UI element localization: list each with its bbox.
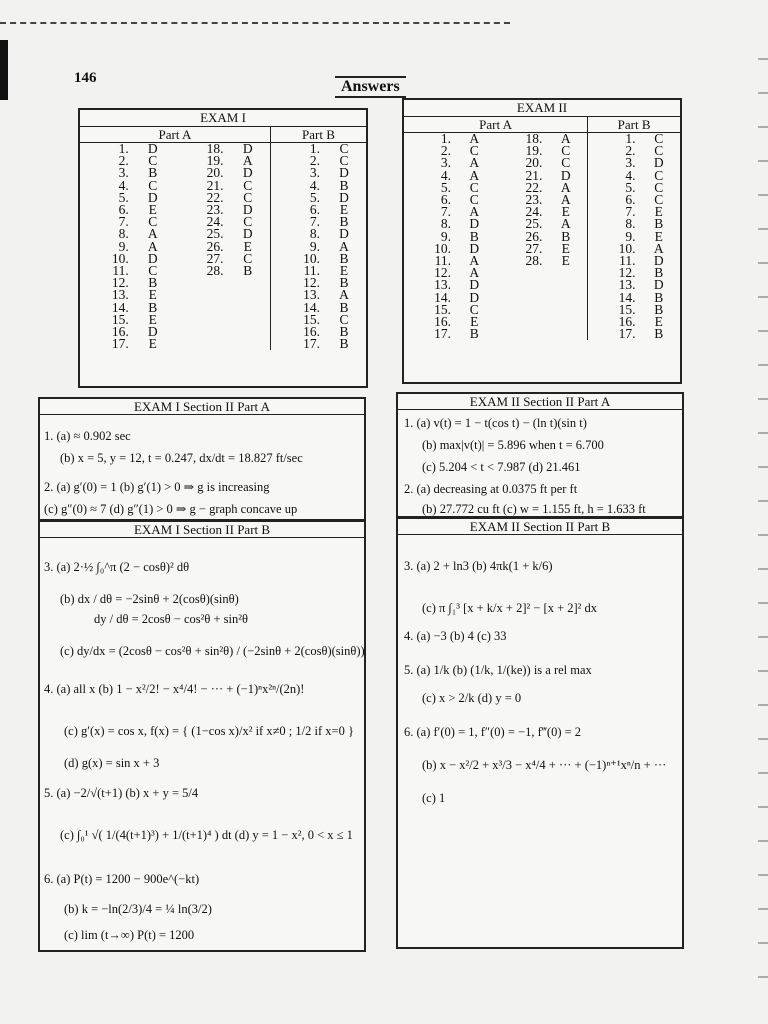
exam2-s2b-header: EXAM II Section II Part B (398, 519, 682, 535)
scan-page-edge (758, 40, 768, 980)
answer-letter: B (148, 275, 158, 291)
question-number: 9. (270, 241, 322, 253)
question-number: 5. (118, 189, 129, 205)
question-number: 3. (588, 157, 638, 169)
question-number: 4. (270, 180, 322, 192)
empty-cell (175, 277, 226, 289)
scan-top-rule (0, 22, 510, 24)
question-number: 17. (434, 326, 451, 342)
answer-letter: E (339, 263, 349, 279)
answer-letter: D (339, 189, 349, 205)
answer-letter: C (243, 189, 253, 205)
empty-cell (226, 277, 271, 289)
answer-letter: C (469, 143, 479, 159)
question-number: 28. (206, 263, 224, 279)
answer-letter: A (469, 253, 480, 269)
exam2-section2-partB (396, 517, 684, 949)
answer-letter: B (339, 275, 349, 291)
answer-letter: D (653, 155, 664, 171)
answer-letter: C (243, 177, 253, 193)
question-number: 6. (440, 192, 451, 208)
answer-line: 3. (a) 2·½ ∫₀^π (2 − cosθ)² dθ (44, 560, 190, 574)
question-number: 4. (588, 170, 638, 182)
answer-letter: A (469, 167, 480, 183)
question-number: 11. (434, 253, 451, 269)
question-number: 9. (440, 228, 451, 244)
question-number: 15. (434, 301, 451, 317)
question-number: 11. (588, 255, 638, 267)
exam1-partB-label: Part B (270, 127, 366, 143)
answer-letter: B (339, 336, 349, 352)
answer-line: (c) g″(0) ≈ 7 (d) g″(1) > 0 ⇒ g − graph concave up (44, 502, 298, 516)
answer-line: (c) x > 2/k (d) y = 0 (422, 691, 522, 705)
empty-cell (226, 302, 271, 314)
answer-line: 5. (a) 1/k (b) (1/k, 1/(ke)) is a rel max (404, 663, 592, 677)
question-number: 25. (206, 226, 224, 242)
answer-line: 1. (a) v(t) = 1 − t(cos t) − (ln t)(sin t) (404, 416, 587, 430)
question-number: 16. (588, 316, 638, 328)
question-number: 12. (270, 277, 322, 289)
question-number: 6. (588, 194, 638, 206)
answer-letter: A (469, 204, 480, 220)
exam2-partA-label: Part A (404, 117, 588, 133)
answer-letter: A (339, 287, 349, 303)
question-number: 6. (270, 204, 322, 216)
question-number: 2. (270, 155, 322, 167)
answer-letter: C (654, 143, 664, 159)
answer-line: (b) x − x²/2 + x³/3 − x⁴/4 + ··· + (−1)ⁿ⁺¹xⁿ/n + ··· (422, 758, 667, 772)
question-number: 14. (111, 299, 129, 315)
question-number: 14. (588, 292, 638, 304)
answer-line: 2. (a) g′(0) = 1 (b) g′(1) > 0 ⇒ g is increasing (44, 480, 270, 494)
question-number: 15. (270, 314, 322, 326)
question-number: 7. (440, 204, 451, 220)
scan-binding-mark (0, 40, 8, 100)
answer-letter: A (242, 153, 253, 169)
empty-cell (175, 338, 226, 350)
answer-letter: D (339, 226, 349, 242)
answer-letter: A (560, 216, 571, 232)
answer-letter: B (469, 228, 479, 244)
answer-letter: A (653, 240, 664, 256)
answer-line: 6. (a) P(t) = 1200 − 900e^(−kt) (44, 872, 200, 886)
answer-line: (d) g(x) = sin x + 3 (64, 756, 160, 770)
question-number: 5. (270, 192, 322, 204)
question-number: 7. (118, 214, 129, 230)
question-number: 19. (525, 143, 543, 159)
answer-letter: A (560, 131, 571, 146)
question-number: 27. (525, 240, 543, 256)
question-number: 17. (270, 338, 322, 350)
answer-letter: A (560, 179, 571, 195)
exam1-s2a-header: EXAM I Section II Part A (40, 399, 364, 415)
answer-letter: D (469, 289, 480, 305)
answer-letter: E (148, 202, 157, 218)
answer-letter: D (147, 324, 158, 340)
question-number: 11. (270, 265, 322, 277)
question-number: 27. (206, 250, 224, 266)
answer-letter: B (561, 228, 571, 244)
exam1-grid (80, 127, 366, 350)
answer-line: (c) lim (t→∞) P(t) = 1200 (64, 928, 195, 942)
empty-cell (175, 314, 226, 326)
answer-letter: B (654, 216, 664, 232)
answer-letter: C (654, 192, 664, 208)
empty-cell (544, 279, 587, 291)
question-number: 12. (588, 267, 638, 279)
answer-letter: C (148, 153, 158, 169)
answer-letter: C (339, 153, 349, 169)
question-number: 13. (434, 277, 451, 293)
answer-line: (c) g′(x) = cos x, f(x) = { (1−cos x)/x² if x≠0 ; 1/2 if x=0 } (64, 724, 354, 738)
answer-letter: C (561, 143, 571, 159)
question-number: 16. (434, 314, 451, 330)
question-number: 10. (588, 243, 638, 255)
question-number: 5. (440, 179, 451, 195)
answer-letter: E (243, 238, 252, 254)
answer-letter: B (339, 250, 349, 266)
question-number: 5. (588, 182, 638, 194)
answer-letter: D (653, 277, 664, 293)
answer-letter: E (148, 287, 157, 303)
question-number: 9. (588, 231, 638, 243)
question-number: 2. (118, 153, 129, 169)
answer-letter: D (469, 240, 480, 256)
question-number: 13. (588, 279, 638, 291)
question-number: 22. (525, 179, 543, 195)
answer-letter: D (147, 189, 158, 205)
answer-letter: C (654, 167, 664, 183)
answer-line: (c) π ∫₁³ [x + k/x + 2]² − [x + 2]² dx (422, 601, 598, 615)
answer-line: 3. (a) 2 + ln3 (b) 4πk(1 + k/6) (404, 559, 553, 573)
answer-letter: A (147, 226, 158, 242)
answer-letter: E (561, 240, 570, 256)
question-number: 26. (525, 228, 543, 244)
empty-cell (495, 279, 544, 291)
question-number: 12. (111, 275, 129, 291)
answer-letter: D (147, 250, 158, 266)
question-number: 4. (118, 177, 129, 193)
question-number: 18. (206, 141, 224, 156)
answer-letter: A (339, 238, 349, 254)
answer-letter: C (654, 131, 664, 146)
exam1-s2b-header: EXAM I Section II Part B (40, 522, 364, 538)
question-number: 16. (111, 324, 129, 340)
answer-letter: D (242, 202, 253, 218)
answer-letter: E (470, 314, 479, 330)
question-number: 1. (270, 143, 322, 156)
exam2-section2-partA (396, 392, 684, 518)
empty-cell (495, 316, 544, 328)
question-number: 28. (525, 253, 543, 269)
answer-letter: A (469, 265, 480, 281)
answer-letter: E (654, 314, 663, 330)
question-number: 10. (111, 250, 129, 266)
answer-line: (b) 27.772 cu ft (c) w = 1.155 ft, h = 1.633 ft (422, 502, 646, 516)
answer-line: dy / dθ = 2cosθ − cos²θ + sin²θ (94, 612, 248, 626)
answer-letter: B (654, 301, 664, 317)
answer-letter: B (339, 324, 349, 340)
question-number: 11. (112, 263, 129, 279)
question-number: 9. (118, 238, 129, 254)
answer-letter: B (339, 214, 349, 230)
question-number: 10. (270, 253, 322, 265)
question-number: 8. (118, 226, 129, 242)
exam1-answer-table (78, 108, 368, 388)
question-number: 14. (434, 289, 451, 305)
question-number: 22. (206, 189, 224, 205)
question-number: 17. (111, 336, 129, 352)
empty-cell (495, 304, 544, 316)
exam1-title: EXAM I (80, 110, 366, 127)
question-number: 2. (588, 145, 638, 157)
question-number: 3. (118, 165, 129, 181)
question-number: 2. (440, 143, 451, 159)
exam2-answer-table (402, 98, 682, 384)
answer-letter: C (243, 250, 253, 266)
answer-letter: C (339, 311, 349, 327)
answer-letter: D (560, 167, 571, 183)
empty-cell (175, 326, 226, 338)
answer-letter: E (654, 204, 663, 220)
answer-letter: B (148, 165, 158, 181)
table-row (80, 338, 366, 350)
answer-letter: B (654, 326, 664, 342)
empty-cell (495, 292, 544, 304)
exam1-partA-label: Part A (80, 127, 270, 143)
empty-cell (544, 267, 587, 279)
empty-cell (226, 289, 271, 301)
answer-letter: D (653, 253, 664, 269)
question-number: 1. (118, 141, 129, 156)
answer-line: (c) ∫₀¹ √( 1/(4(t+1)³) + 1/(t+1)⁴ ) dt (d) y = 1 − x², 0 < x ≤ 1 (60, 828, 353, 842)
answer-letter: D (469, 277, 480, 293)
answer-line: (b) max|v(t)| = 5.896 when t = 6.700 (422, 438, 604, 452)
question-number: 8. (270, 228, 322, 240)
answer-letter: B (339, 177, 349, 193)
page-title: Answers (335, 76, 406, 98)
table-row (404, 328, 680, 340)
answer-letter: B (148, 299, 158, 315)
answer-letter: D (469, 216, 480, 232)
answer-line: (c) dy/dx = (2cosθ − cos²θ + sin²θ) / (−2sinθ + 2(cosθ)(sinθ)) (60, 644, 365, 658)
question-number: 17. (588, 328, 638, 340)
answer-letter: A (147, 238, 158, 254)
question-number: 12. (434, 265, 451, 281)
question-number: 16. (270, 326, 322, 338)
question-number: 3. (270, 167, 322, 179)
question-number: 1. (440, 131, 451, 146)
question-number: 7. (270, 216, 322, 228)
question-number: 1. (588, 133, 638, 146)
exam2-title: EXAM II (404, 100, 680, 117)
question-number: 10. (434, 240, 451, 256)
empty-cell (495, 267, 544, 279)
answer-letter: E (148, 311, 157, 327)
page-number: 146 (74, 70, 97, 86)
answer-letter: C (469, 179, 479, 195)
empty-cell (495, 328, 544, 340)
empty-cell (226, 314, 271, 326)
empty-cell (544, 304, 587, 316)
answer-letter: B (654, 265, 664, 281)
answer-line: (b) x = 5, y = 12, t = 0.247, dx/dt = 18.827 ft/sec (60, 451, 303, 465)
question-number: 15. (588, 304, 638, 316)
question-number: 23. (206, 202, 224, 218)
answer-line: 2. (a) decreasing at 0.0375 ft per ft (404, 482, 578, 496)
question-number: 13. (111, 287, 129, 303)
answer-letter: D (242, 141, 253, 156)
answer-letter: A (469, 155, 480, 171)
question-number: 18. (525, 131, 543, 146)
answer-letter: C (148, 214, 158, 230)
answer-letter: D (242, 165, 253, 181)
exam2-grid (404, 117, 680, 340)
question-number: 19. (206, 153, 224, 169)
question-number: 21. (206, 177, 224, 193)
question-number: 8. (588, 218, 638, 230)
answer-letter: E (561, 204, 570, 220)
answer-line: 1. (a) ≈ 0.902 sec (44, 429, 131, 443)
answer-letter: B (469, 326, 479, 342)
exam2-s2a-header: EXAM II Section II Part A (398, 394, 682, 410)
question-number: 20. (525, 155, 543, 171)
answer-letter: D (242, 226, 253, 242)
answer-letter: E (654, 228, 663, 244)
question-number: 8. (440, 216, 451, 232)
answer-letter: C (561, 155, 571, 171)
question-number: 24. (525, 204, 543, 220)
question-number: 20. (206, 165, 224, 181)
answer-letter: C (339, 141, 349, 156)
answer-letter: D (339, 165, 349, 181)
question-number: 23. (525, 192, 543, 208)
question-number: 7. (588, 206, 638, 218)
question-number: 3. (440, 155, 451, 171)
answer-line: (b) dx / dθ = −2sinθ + 2(cosθ)(sinθ) (60, 592, 239, 606)
exam1-section2-partA (38, 397, 366, 521)
question-number: 15. (111, 311, 129, 327)
answer-line: 5. (a) −2/√(t+1) (b) x + y = 5/4 (44, 786, 199, 800)
empty-cell (226, 338, 271, 350)
answer-letter: E (339, 202, 349, 218)
empty-cell (226, 326, 271, 338)
answer-line: (b) k = −ln(2/3)/4 = ¼ ln(3/2) (64, 902, 212, 916)
answer-line: (c) 5.204 < t < 7.987 (d) 21.461 (422, 460, 581, 474)
answer-letter: B (654, 289, 664, 305)
answer-letter: A (560, 192, 571, 208)
answer-line: 4. (a) −3 (b) 4 (c) 33 (404, 629, 507, 643)
question-number: 13. (270, 289, 322, 301)
question-number: 25. (525, 216, 543, 232)
answer-line: 6. (a) f′(0) = 1, f″(0) = −1, f‴(0) = 2 (404, 725, 582, 739)
answer-line: (c) 1 (422, 791, 446, 805)
answer-letter: B (243, 263, 253, 279)
answer-letter: D (147, 141, 158, 156)
answer-letter: E (561, 253, 570, 269)
answer-letter: A (469, 131, 480, 146)
question-number: 24. (206, 214, 224, 230)
question-number: 26. (206, 238, 224, 254)
answer-letter: C (469, 192, 479, 208)
answer-letter: E (148, 336, 157, 352)
answer-letter: C (243, 214, 253, 230)
answer-letter: B (339, 299, 349, 315)
answer-line: 4. (a) all x (b) 1 − x²/2! − x⁴/4! − ··· + (−1)ⁿx²ⁿ/(2n)! (44, 682, 305, 696)
answer-letter: C (469, 301, 479, 317)
question-number: 21. (525, 167, 543, 183)
answer-letter: C (148, 263, 158, 279)
empty-cell (544, 328, 587, 340)
exam1-section2-partB (38, 520, 366, 952)
question-number: 4. (440, 167, 451, 183)
answer-letter: C (148, 177, 158, 193)
empty-cell (175, 289, 226, 301)
question-number: 14. (270, 302, 322, 314)
empty-cell (544, 292, 587, 304)
empty-cell (175, 302, 226, 314)
empty-cell (544, 316, 587, 328)
answer-letter: C (654, 179, 664, 195)
question-number: 6. (118, 202, 129, 218)
exam2-partB-label: Part B (588, 117, 680, 133)
